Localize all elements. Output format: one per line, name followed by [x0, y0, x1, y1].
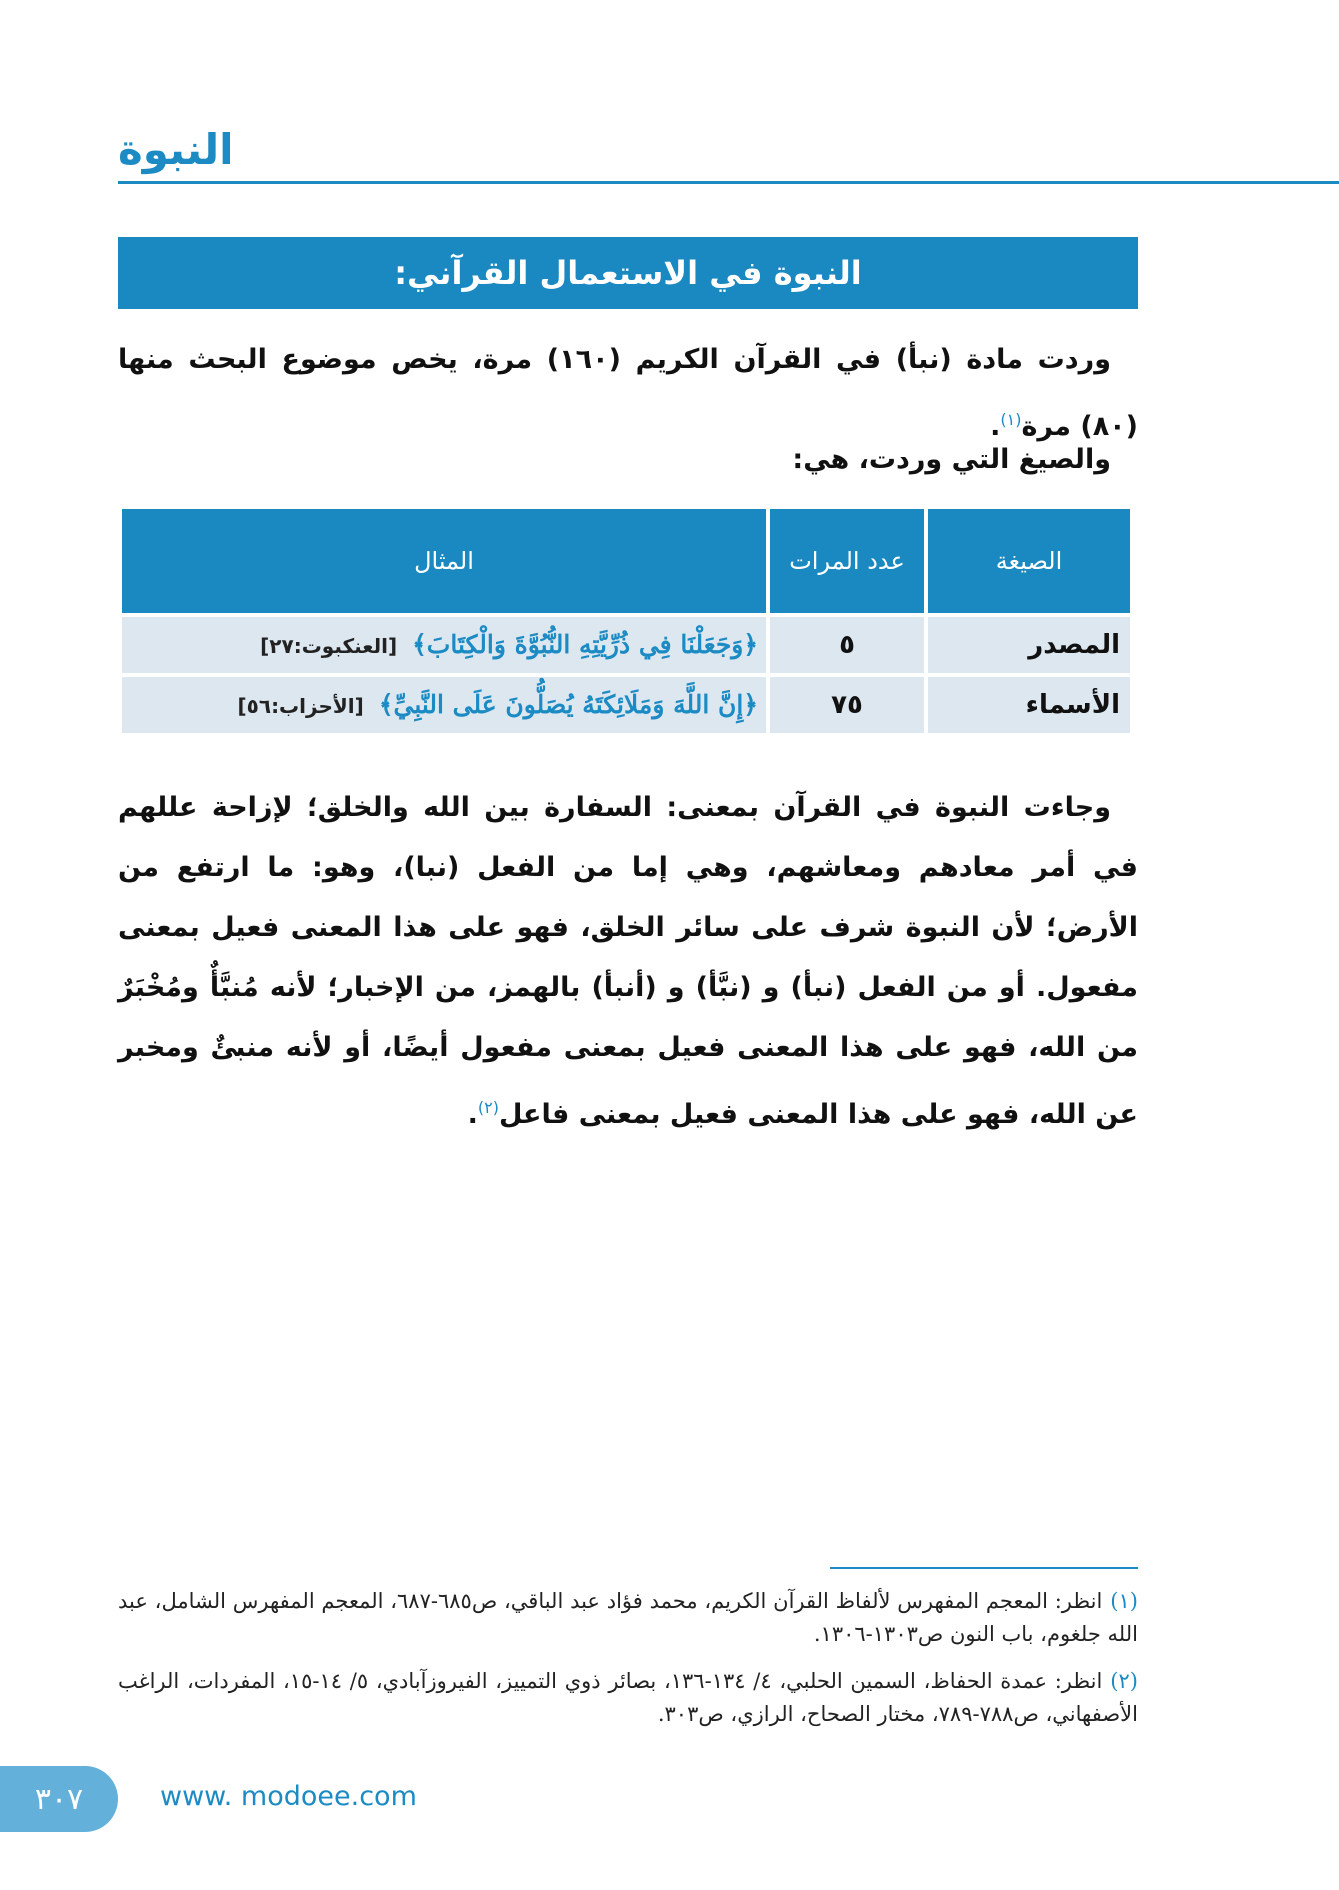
forms-table	[118, 505, 1134, 737]
footnote-ref-2[interactable]: (٢)	[477, 1098, 499, 1117]
header-form: الصيغة	[928, 509, 1130, 613]
count-cell: ٥	[770, 617, 924, 673]
intro-end: .	[990, 411, 1001, 442]
meaning-text: وجاءت النبوة في القرآن بمعنى: السفارة بين الله والخلق؛ لإزاحة عللهم في أمر معادهم ومعاشهم، وهي إما من الفعل (نبا)، وهو: ما ارتفع من الأرض؛ لأن النبوة شرف على سائر الخلق، فهو على هذا المعنى فعيل بمعنى مفعول. أو من الفعل (نبأ) و (نبَّأ) و (أنبأ) بالهمز، من الإخبار؛ لأنه مُنبَّأٌ ومُخْبَرٌ من الله، فهو على هذا المعنى فعيل بمعنى مفعول أيضًا، أو لأنه منبئٌ ومخبر عن الله، فهو على هذا المعنى فعيل بمعنى فاعل	[118, 792, 1138, 1130]
footnote-text: انظر: عمدة الحفاظ، السمين الحلبي، ٤/ ١٣٤-١٣٦، بصائر ذوي التمييز، الفيروزآبادي، ٥/ ١٤-١٥، المفردات، الراغب الأصفهاني، ص٧٨٨-٧٨٩، مختار الصحاح، الرازي، ص٣٠٣.	[118, 1669, 1138, 1726]
header-divider	[118, 181, 1339, 184]
footnote-2	[118, 1665, 1138, 1731]
footnote-1	[118, 1585, 1138, 1651]
footnote-ref-1[interactable]: (١)	[1000, 410, 1022, 429]
form-cell: الأسماء	[928, 677, 1130, 733]
example-cell	[122, 617, 766, 673]
forms-intro-text: والصيغ التي وردت، هي:	[792, 444, 1111, 475]
website-link[interactable]: www. modoee.com	[160, 1781, 417, 1812]
footnote-number: (٢)	[1110, 1669, 1138, 1693]
forms-intro-paragraph	[118, 430, 1138, 490]
footnote-divider	[830, 1567, 1138, 1569]
page-number-badge	[0, 1766, 118, 1832]
table-row	[122, 677, 1130, 733]
running-header-title: النبوة	[118, 125, 234, 174]
intro-text: وردت مادة (نبأ) في القرآن الكريم (١٦٠) مرة، يخص موضوع البحث منها (٨٠) مرة	[118, 344, 1138, 442]
footnote-number: (١)	[1110, 1589, 1138, 1613]
footnote-text: انظر: المعجم المفهرس لألفاظ القرآن الكريم، محمد فؤاد عبد الباقي، ص٦٨٥-٦٨٧، المعجم المفهرس الشامل، عبد الله جلغوم، باب النون ص١٣٠٣-١٣٠٦.	[118, 1589, 1138, 1646]
page-number: ٣٠٧	[34, 1781, 84, 1817]
verse-reference: [العنكبوت:٢٧]	[260, 634, 398, 658]
meaning-paragraph	[118, 778, 1138, 1145]
meaning-end: .	[467, 1099, 478, 1130]
section-title: النبوة في الاستعمال القرآني:	[394, 254, 862, 292]
quran-verse: ﴿وَجَعَلْنَا فِي ذُرِّيَّتِهِ النُّبُوَّةَ وَالْكِتَابَ﴾	[412, 630, 758, 659]
header-count: عدد المرات	[770, 509, 924, 613]
header-example: المثال	[122, 509, 766, 613]
verse-reference: [الأحزاب:٥٦]	[237, 694, 364, 718]
quran-verse: ﴿إِنَّ اللَّهَ وَمَلَائِكَتَهُ يُصَلُّونَ عَلَى النَّبِيِّ﴾	[378, 690, 758, 719]
count-cell: ٧٥	[770, 677, 924, 733]
table-header-row	[122, 509, 1130, 613]
example-cell	[122, 677, 766, 733]
table-row	[122, 617, 1130, 673]
section-title-banner	[118, 237, 1138, 309]
form-cell: المصدر	[928, 617, 1130, 673]
